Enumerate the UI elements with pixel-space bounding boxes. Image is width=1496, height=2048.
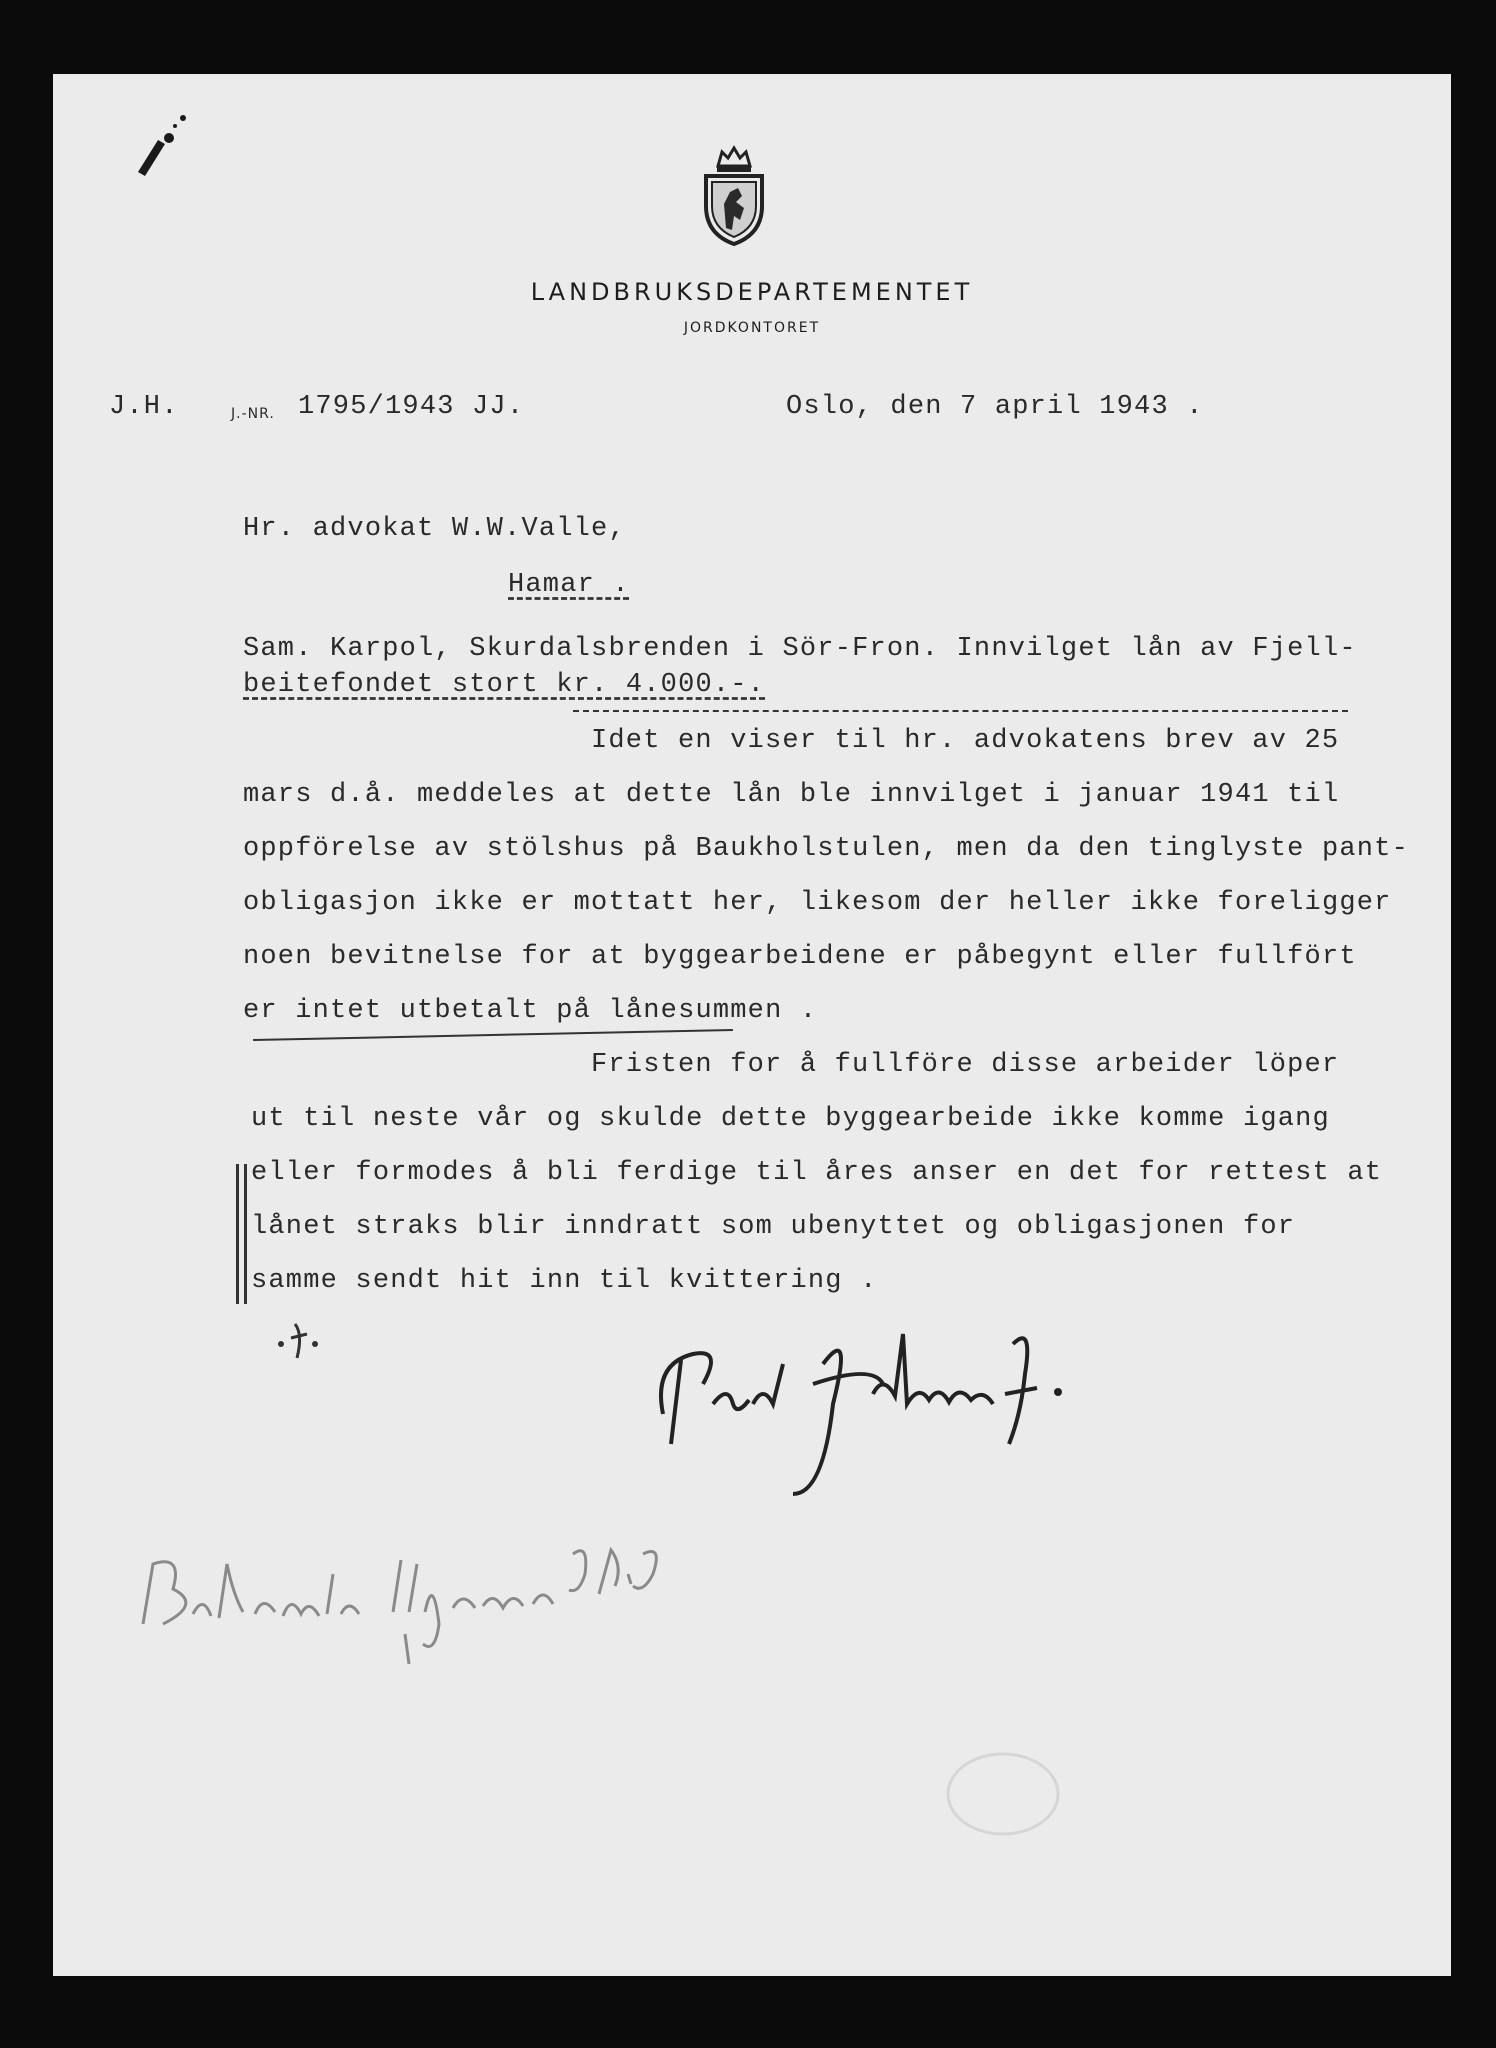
body-line: lånet straks blir inndratt som ubenyttet og obligasjonen for [251, 1212, 1296, 1242]
addressee: Hr. advokat W.W.Valle, [243, 514, 626, 544]
body-line: Idet en viser til hr. advokatens brev av 25 [591, 726, 1340, 756]
faint-stamp-mark [933, 1744, 1073, 1844]
body-line: oppförelse av stölshus på Baukholstulen, men da den tinglyste pant- [243, 834, 1409, 864]
handwritten-underline [253, 1029, 733, 1041]
body-line: noen bevitnelse for at byggearbeidene er påbegynt eller fullfört [243, 942, 1357, 972]
coat-of-arms-icon [700, 144, 768, 248]
body-line: er intet utbetalt på lånesummen . [243, 996, 818, 1026]
body-line: samme sendt hit inn til kvittering . [251, 1266, 878, 1296]
journal-number: 1795/1943 JJ. [298, 392, 525, 422]
office-name: JORDKONTORET [683, 320, 821, 336]
subject-line-1: Sam. Karpol, Skurdalsbrenden i Sör-Fron. Innvilget lån av Fjell- [243, 634, 1357, 664]
body-line: eller formodes å bli ferdige til åres anser en det for rettest at [251, 1158, 1383, 1188]
body-line: obligasjon ikke er mottatt her, likesom der heller ikke foreligger [243, 888, 1392, 918]
handwritten-mark [273, 1314, 333, 1364]
journal-number-label: J.-NR. [231, 406, 275, 422]
body-line: mars d.å. meddeles at dette lån ble innvilget i januar 1941 til [243, 780, 1340, 810]
handwritten-signature [633, 1304, 1153, 1504]
department-name: LANDBRUKSDEPARTEMENTET [530, 278, 974, 306]
sender-initials: J.H. [109, 392, 179, 422]
subject-underline [573, 710, 1348, 712]
letter-page [53, 74, 1451, 1976]
body-line: Fristen for å fullföre disse arbeider löper [591, 1050, 1340, 1080]
handwritten-pencil-note [123, 1494, 683, 1684]
ink-blot-mark [103, 102, 193, 192]
recipient-city: Hamar . [508, 570, 630, 600]
margin-mark [244, 1164, 247, 1304]
place-date: Oslo, den 7 april 1943 . [786, 392, 1204, 422]
margin-mark [236, 1164, 239, 1304]
subject-line-2: beitefondet stort kr. 4.000.-. [243, 670, 766, 700]
body-line: ut til neste vår og skulde dette byggearbeide ikke komme igang [251, 1104, 1330, 1134]
